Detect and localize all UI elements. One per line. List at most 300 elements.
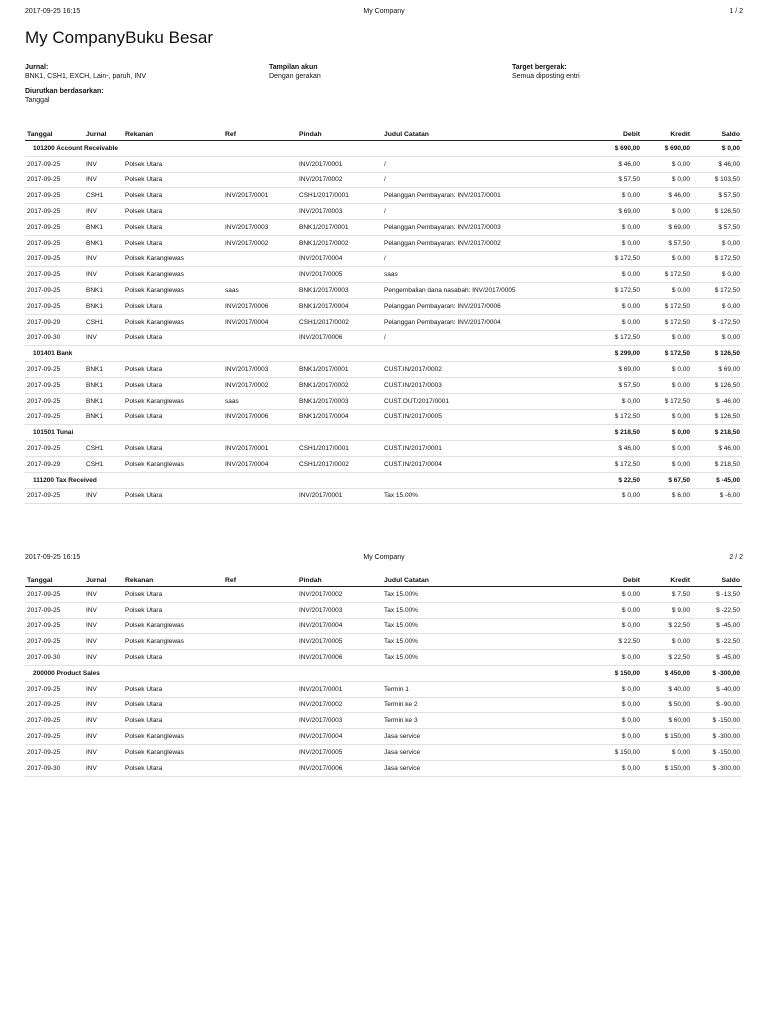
account-name: 101501 Tunai bbox=[25, 425, 592, 441]
cell-credit: $ 0,00 bbox=[642, 634, 692, 650]
cell-credit: $ 0,00 bbox=[642, 456, 692, 472]
cell-partner: Polsek Utara bbox=[123, 172, 223, 188]
cell-date: 2017-09-25 bbox=[25, 283, 84, 299]
cell-journal: BNK1 bbox=[84, 409, 123, 425]
cell-balance: $ 0,00 bbox=[692, 267, 742, 283]
table-row bbox=[25, 330, 742, 346]
cell-partner: Polsek Karanglewas bbox=[123, 283, 223, 299]
cell-date: 2017-09-25 bbox=[25, 362, 84, 378]
cell-credit: $ 0,00 bbox=[642, 330, 692, 346]
report-title: My CompanyBuku Besar bbox=[25, 28, 214, 47]
cell-partner: Polsek Karanglewas bbox=[123, 267, 223, 283]
cell-move: INV/2017/0006 bbox=[297, 330, 382, 346]
cell-date: 2017-09-25 bbox=[25, 441, 84, 457]
cell-balance: $ -6,00 bbox=[692, 488, 742, 504]
column-header-date: Tanggal bbox=[25, 572, 84, 587]
cell-ref bbox=[223, 634, 297, 650]
cell-debit: $ 57,50 bbox=[592, 172, 642, 188]
account-debit: $ 150,00 bbox=[592, 665, 642, 681]
cell-partner: Polsek Utara bbox=[123, 587, 223, 603]
cell-move: BNK1/2017/0004 bbox=[297, 409, 382, 425]
cell-move: INV/2017/0003 bbox=[297, 204, 382, 220]
cell-journal: INV bbox=[84, 587, 123, 603]
cell-partner: Polsek Utara bbox=[123, 650, 223, 666]
print-datetime: 2017-09-25 16:15 bbox=[25, 554, 81, 561]
cell-date: 2017-09-25 bbox=[25, 697, 84, 713]
cell-entry-label: CUST.IN/2017/0003 bbox=[382, 377, 592, 393]
cell-debit: $ 172,50 bbox=[592, 409, 642, 425]
cell-partner: Polsek Utara bbox=[123, 602, 223, 618]
cell-date: 2017-09-25 bbox=[25, 681, 84, 697]
cell-balance: $ 172,50 bbox=[692, 283, 742, 299]
cell-balance: $ -22,50 bbox=[692, 634, 742, 650]
account-balance: $ 218,50 bbox=[692, 425, 742, 441]
cell-date: 2017-09-25 bbox=[25, 235, 84, 251]
cell-entry-label: CUST.IN/2017/0001 bbox=[382, 441, 592, 457]
cell-entry-label: / bbox=[382, 251, 592, 267]
cell-ref bbox=[223, 330, 297, 346]
column-header-ref: Ref bbox=[223, 126, 297, 141]
cell-partner: Polsek Utara bbox=[123, 298, 223, 314]
column-header-date: Tanggal bbox=[25, 126, 84, 141]
cell-debit: $ 46,00 bbox=[592, 441, 642, 457]
company-name: My Company bbox=[363, 554, 405, 561]
display-label: Tampilan akun bbox=[269, 64, 318, 71]
cell-date: 2017-09-25 bbox=[25, 587, 84, 603]
cell-balance: $ 218,50 bbox=[692, 456, 742, 472]
table-row bbox=[25, 488, 742, 504]
cell-entry-label: Tax 15.00% bbox=[382, 618, 592, 634]
cell-date: 2017-09-25 bbox=[25, 713, 84, 729]
cell-journal: INV bbox=[84, 697, 123, 713]
cell-partner: Polsek Utara bbox=[123, 488, 223, 504]
cell-ref bbox=[223, 729, 297, 745]
cell-entry-label: Jasa service bbox=[382, 760, 592, 776]
cell-move: BNK1/2017/0002 bbox=[297, 377, 382, 393]
account-balance: $ -45,00 bbox=[692, 472, 742, 488]
table-row bbox=[25, 235, 742, 251]
account-balance: $ 0,00 bbox=[692, 141, 742, 157]
cell-partner: Polsek Utara bbox=[123, 697, 223, 713]
cell-ref bbox=[223, 204, 297, 220]
cell-partner: Polsek Utara bbox=[123, 681, 223, 697]
cell-debit: $ 69,00 bbox=[592, 204, 642, 220]
cell-entry-label: Pengembalian dana nasabah: INV/2017/0005 bbox=[382, 283, 592, 299]
account-credit: $ 450,00 bbox=[642, 665, 692, 681]
cell-ref bbox=[223, 760, 297, 776]
cell-journal: INV bbox=[84, 267, 123, 283]
cell-move: BNK1/2017/0003 bbox=[297, 283, 382, 299]
cell-ref: INV/2017/0006 bbox=[223, 298, 297, 314]
table-row bbox=[25, 456, 742, 472]
cell-ref: INV/2017/0001 bbox=[223, 188, 297, 204]
cell-balance: $ -172,50 bbox=[692, 314, 742, 330]
table-row bbox=[25, 618, 742, 634]
cell-partner: Polsek Utara bbox=[123, 377, 223, 393]
cell-date: 2017-09-25 bbox=[25, 393, 84, 409]
cell-balance: $ -40,00 bbox=[692, 681, 742, 697]
account-group-row bbox=[25, 425, 742, 441]
cell-debit: $ 0,00 bbox=[592, 587, 642, 603]
cell-ref bbox=[223, 488, 297, 504]
cell-move: INV/2017/0001 bbox=[297, 156, 382, 172]
page-number: 1 / 2 bbox=[729, 8, 743, 15]
cell-journal: INV bbox=[84, 713, 123, 729]
column-header-journal: Jurnal bbox=[84, 572, 123, 587]
cell-balance: $ -150,00 bbox=[692, 744, 742, 760]
cell-credit: $ 0,00 bbox=[642, 377, 692, 393]
cell-journal: INV bbox=[84, 729, 123, 745]
cell-entry-label: Tax 15.00% bbox=[382, 488, 592, 504]
cell-ref: INV/2017/0004 bbox=[223, 314, 297, 330]
cell-entry-label: Termin 1 bbox=[382, 681, 592, 697]
cell-ref: INV/2017/0002 bbox=[223, 235, 297, 251]
cell-ref bbox=[223, 618, 297, 634]
cell-date: 2017-09-25 bbox=[25, 156, 84, 172]
cell-entry-label: saas bbox=[382, 267, 592, 283]
cell-debit: $ 172,50 bbox=[592, 330, 642, 346]
account-debit: $ 22,50 bbox=[592, 472, 642, 488]
cell-journal: BNK1 bbox=[84, 377, 123, 393]
cell-credit: $ 6,00 bbox=[642, 488, 692, 504]
cell-journal: INV bbox=[84, 760, 123, 776]
cell-journal: CSH1 bbox=[84, 188, 123, 204]
cell-credit: $ 0,00 bbox=[642, 409, 692, 425]
table-row bbox=[25, 172, 742, 188]
column-header-journal: Jurnal bbox=[84, 126, 123, 141]
cell-move: INV/2017/0002 bbox=[297, 587, 382, 603]
cell-move: INV/2017/0002 bbox=[297, 697, 382, 713]
cell-date: 2017-09-30 bbox=[25, 760, 84, 776]
cell-credit: $ 46,00 bbox=[642, 188, 692, 204]
cell-date: 2017-09-30 bbox=[25, 650, 84, 666]
cell-credit: $ 60,00 bbox=[642, 713, 692, 729]
column-header-ref: Ref bbox=[223, 572, 297, 587]
cell-ref bbox=[223, 251, 297, 267]
sort-value: Tanggal bbox=[25, 97, 50, 104]
column-header-move: Pindah bbox=[297, 572, 382, 587]
cell-balance: $ -13,50 bbox=[692, 587, 742, 603]
cell-ref: INV/2017/0003 bbox=[223, 219, 297, 235]
cell-journal: BNK1 bbox=[84, 393, 123, 409]
cell-move: INV/2017/0005 bbox=[297, 267, 382, 283]
cell-balance: $ 0,00 bbox=[692, 330, 742, 346]
account-credit: $ 67,50 bbox=[642, 472, 692, 488]
cell-move: BNK1/2017/0001 bbox=[297, 362, 382, 378]
cell-credit: $ 22,50 bbox=[642, 650, 692, 666]
table-row bbox=[25, 219, 742, 235]
cell-debit: $ 0,00 bbox=[592, 393, 642, 409]
cell-credit: $ 172,50 bbox=[642, 314, 692, 330]
account-group-row bbox=[25, 346, 742, 362]
table-row bbox=[25, 393, 742, 409]
cell-date: 2017-09-25 bbox=[25, 251, 84, 267]
cell-balance: $ -90,00 bbox=[692, 697, 742, 713]
cell-credit: $ 50,00 bbox=[642, 697, 692, 713]
account-balance: $ 126,50 bbox=[692, 346, 742, 362]
account-name: 101401 Bank bbox=[25, 346, 592, 362]
cell-date: 2017-09-25 bbox=[25, 267, 84, 283]
cell-balance: $ -150,00 bbox=[692, 713, 742, 729]
table-row bbox=[25, 251, 742, 267]
cell-journal: INV bbox=[84, 172, 123, 188]
cell-journal: INV bbox=[84, 204, 123, 220]
column-header-entry-label: Judul Catatan bbox=[382, 572, 592, 587]
cell-partner: Polsek Karanglewas bbox=[123, 634, 223, 650]
cell-debit: $ 0,00 bbox=[592, 488, 642, 504]
table-row bbox=[25, 441, 742, 457]
column-header-move: Pindah bbox=[297, 126, 382, 141]
cell-debit: $ 0,00 bbox=[592, 314, 642, 330]
cell-credit: $ 0,00 bbox=[642, 204, 692, 220]
ledger-body bbox=[25, 141, 742, 504]
cell-journal: INV bbox=[84, 156, 123, 172]
cell-date: 2017-09-25 bbox=[25, 172, 84, 188]
cell-journal: INV bbox=[84, 744, 123, 760]
ledger-table bbox=[25, 126, 742, 504]
ledger-body bbox=[25, 587, 742, 777]
cell-entry-label: Pelanggan Pembayaran: INV/2017/0006 bbox=[382, 298, 592, 314]
cell-debit: $ 0,00 bbox=[592, 602, 642, 618]
cell-journal: CSH1 bbox=[84, 314, 123, 330]
table-row bbox=[25, 697, 742, 713]
cell-credit: $ 0,00 bbox=[642, 441, 692, 457]
cell-ref: INV/2017/0006 bbox=[223, 409, 297, 425]
cell-journal: INV bbox=[84, 650, 123, 666]
cell-entry-label: CUST.IN/2017/0004 bbox=[382, 456, 592, 472]
cell-partner: Polsek Karanglewas bbox=[123, 314, 223, 330]
cell-partner: Polsek Utara bbox=[123, 188, 223, 204]
cell-date: 2017-09-30 bbox=[25, 330, 84, 346]
cell-ref bbox=[223, 602, 297, 618]
cell-balance: $ 126,50 bbox=[692, 409, 742, 425]
cell-entry-label: Tax 15.00% bbox=[382, 602, 592, 618]
table-row bbox=[25, 713, 742, 729]
ledger-table bbox=[25, 572, 742, 777]
cell-entry-label: Pelanggan Pembayaran: INV/2017/0004 bbox=[382, 314, 592, 330]
cell-partner: Polsek Utara bbox=[123, 713, 223, 729]
column-header-credit: Kredit bbox=[642, 126, 692, 141]
cell-debit: $ 22,50 bbox=[592, 634, 642, 650]
cell-journal: BNK1 bbox=[84, 283, 123, 299]
column-header-partner: Rekanan bbox=[123, 572, 223, 587]
cell-entry-label: Tax 15.00% bbox=[382, 587, 592, 603]
column-header-partner: Rekanan bbox=[123, 126, 223, 141]
cell-partner: Polsek Utara bbox=[123, 441, 223, 457]
cell-credit: $ 150,00 bbox=[642, 729, 692, 745]
table-header-row bbox=[25, 572, 742, 587]
cell-balance: $ 69,00 bbox=[692, 362, 742, 378]
cell-balance: $ 46,00 bbox=[692, 441, 742, 457]
table-row bbox=[25, 314, 742, 330]
cell-journal: BNK1 bbox=[84, 298, 123, 314]
cell-entry-label: / bbox=[382, 156, 592, 172]
cell-move: INV/2017/0002 bbox=[297, 172, 382, 188]
table-row bbox=[25, 204, 742, 220]
cell-entry-label: Termin ke 3 bbox=[382, 713, 592, 729]
cell-balance: $ 57,50 bbox=[692, 219, 742, 235]
company-name: My Company bbox=[363, 8, 405, 15]
column-header-debit: Debit bbox=[592, 572, 642, 587]
cell-entry-label: Jasa service bbox=[382, 744, 592, 760]
cell-entry-label: / bbox=[382, 204, 592, 220]
cell-debit: $ 172,50 bbox=[592, 283, 642, 299]
cell-move: INV/2017/0001 bbox=[297, 488, 382, 504]
table-row bbox=[25, 156, 742, 172]
cell-debit: $ 172,50 bbox=[592, 251, 642, 267]
cell-debit: $ 0,00 bbox=[592, 713, 642, 729]
cell-debit: $ 0,00 bbox=[592, 760, 642, 776]
cell-partner: Polsek Utara bbox=[123, 760, 223, 776]
table-row bbox=[25, 681, 742, 697]
cell-partner: Polsek Karanglewas bbox=[123, 744, 223, 760]
cell-ref bbox=[223, 172, 297, 188]
cell-move: CSH1/2017/0001 bbox=[297, 188, 382, 204]
cell-date: 2017-09-25 bbox=[25, 602, 84, 618]
cell-move: INV/2017/0004 bbox=[297, 729, 382, 745]
cell-partner: Polsek Utara bbox=[123, 409, 223, 425]
page-number: 2 / 2 bbox=[729, 554, 743, 561]
journal-filter bbox=[25, 63, 146, 81]
cell-entry-label: / bbox=[382, 330, 592, 346]
cell-partner: Polsek Karanglewas bbox=[123, 251, 223, 267]
cell-debit: $ 150,00 bbox=[592, 744, 642, 760]
cell-move: INV/2017/0004 bbox=[297, 251, 382, 267]
cell-ref: INV/2017/0002 bbox=[223, 377, 297, 393]
cell-credit: $ 22,50 bbox=[642, 618, 692, 634]
table-row bbox=[25, 298, 742, 314]
cell-ref bbox=[223, 681, 297, 697]
report-page-1 bbox=[0, 0, 768, 500]
cell-balance: $ 46,00 bbox=[692, 156, 742, 172]
cell-ref bbox=[223, 267, 297, 283]
cell-journal: BNK1 bbox=[84, 219, 123, 235]
account-name: 200000 Product Sales bbox=[25, 665, 592, 681]
cell-ref: INV/2017/0003 bbox=[223, 362, 297, 378]
journal-label: Jurnal: bbox=[25, 64, 49, 71]
cell-date: 2017-09-29 bbox=[25, 314, 84, 330]
table-header-row bbox=[25, 126, 742, 141]
table-row bbox=[25, 729, 742, 745]
cell-journal: INV bbox=[84, 488, 123, 504]
cell-balance: $ 103,50 bbox=[692, 172, 742, 188]
cell-partner: Polsek Karanglewas bbox=[123, 618, 223, 634]
cell-move: CSH1/2017/0002 bbox=[297, 314, 382, 330]
column-header-debit: Debit bbox=[592, 126, 642, 141]
table-row bbox=[25, 760, 742, 776]
page-header bbox=[25, 8, 743, 20]
cell-entry-label: CUST.IN/2017/0002 bbox=[382, 362, 592, 378]
display-filter bbox=[269, 63, 321, 81]
cell-move: BNK1/2017/0003 bbox=[297, 393, 382, 409]
cell-credit: $ 172,50 bbox=[642, 267, 692, 283]
cell-date: 2017-09-25 bbox=[25, 634, 84, 650]
cell-balance: $ -300,00 bbox=[692, 760, 742, 776]
cell-journal: INV bbox=[84, 618, 123, 634]
cell-credit: $ 0,00 bbox=[642, 362, 692, 378]
account-group-row bbox=[25, 665, 742, 681]
cell-journal: INV bbox=[84, 330, 123, 346]
cell-debit: $ 0,00 bbox=[592, 650, 642, 666]
cell-date: 2017-09-25 bbox=[25, 618, 84, 634]
cell-partner: Polsek Karanglewas bbox=[123, 456, 223, 472]
table-row bbox=[25, 377, 742, 393]
cell-ref bbox=[223, 587, 297, 603]
cell-date: 2017-09-25 bbox=[25, 204, 84, 220]
cell-move: INV/2017/0005 bbox=[297, 744, 382, 760]
cell-journal: INV bbox=[84, 251, 123, 267]
cell-debit: $ 0,00 bbox=[592, 618, 642, 634]
cell-move: INV/2017/0006 bbox=[297, 760, 382, 776]
cell-balance: $ 172,50 bbox=[692, 251, 742, 267]
cell-credit: $ 0,00 bbox=[642, 172, 692, 188]
cell-move: INV/2017/0006 bbox=[297, 650, 382, 666]
table-row bbox=[25, 634, 742, 650]
table-row bbox=[25, 409, 742, 425]
cell-debit: $ 0,00 bbox=[592, 729, 642, 745]
cell-credit: $ 69,00 bbox=[642, 219, 692, 235]
account-debit: $ 690,00 bbox=[592, 141, 642, 157]
cell-debit: $ 0,00 bbox=[592, 235, 642, 251]
cell-move: INV/2017/0005 bbox=[297, 634, 382, 650]
cell-entry-label: Tax 15.00% bbox=[382, 634, 592, 650]
cell-balance: $ -46,00 bbox=[692, 393, 742, 409]
column-header-balance: Saldo bbox=[692, 126, 742, 141]
cell-partner: Polsek Karanglewas bbox=[123, 729, 223, 745]
account-credit: $ 0,00 bbox=[642, 425, 692, 441]
cell-date: 2017-09-25 bbox=[25, 377, 84, 393]
cell-partner: Polsek Utara bbox=[123, 219, 223, 235]
cell-journal: CSH1 bbox=[84, 441, 123, 457]
account-name: 101200 Account Receivable bbox=[25, 141, 592, 157]
cell-ref: INV/2017/0001 bbox=[223, 441, 297, 457]
print-datetime: 2017-09-25 16:15 bbox=[25, 8, 81, 15]
cell-ref: saas bbox=[223, 393, 297, 409]
cell-partner: Polsek Karanglewas bbox=[123, 393, 223, 409]
cell-credit: $ 57,50 bbox=[642, 235, 692, 251]
cell-move: INV/2017/0004 bbox=[297, 618, 382, 634]
cell-credit: $ 7,50 bbox=[642, 587, 692, 603]
column-header-credit: Kredit bbox=[642, 572, 692, 587]
cell-balance: $ -22,50 bbox=[692, 602, 742, 618]
cell-credit: $ 0,00 bbox=[642, 283, 692, 299]
cell-partner: Polsek Utara bbox=[123, 156, 223, 172]
table-row bbox=[25, 587, 742, 603]
account-name: 111200 Tax Received bbox=[25, 472, 592, 488]
cell-date: 2017-09-25 bbox=[25, 744, 84, 760]
cell-ref bbox=[223, 650, 297, 666]
cell-move: BNK1/2017/0002 bbox=[297, 235, 382, 251]
account-credit: $ 172,50 bbox=[642, 346, 692, 362]
page-header bbox=[25, 554, 743, 566]
cell-debit: $ 172,50 bbox=[592, 456, 642, 472]
cell-ref: saas bbox=[223, 283, 297, 299]
cell-entry-label: Pelanggan Pembayaran: INV/2017/0002 bbox=[382, 235, 592, 251]
cell-entry-label: Pelanggan Pembayaran: INV/2017/0003 bbox=[382, 219, 592, 235]
cell-credit: $ 40,00 bbox=[642, 681, 692, 697]
cell-entry-label: Termin ke 2 bbox=[382, 697, 592, 713]
table-row bbox=[25, 188, 742, 204]
account-group-row bbox=[25, 141, 742, 157]
target-label: Target bergerak: bbox=[512, 64, 567, 71]
cell-ref: INV/2017/0004 bbox=[223, 456, 297, 472]
cell-entry-label: Jasa service bbox=[382, 729, 592, 745]
cell-debit: $ 0,00 bbox=[592, 298, 642, 314]
cell-balance: $ 126,50 bbox=[692, 377, 742, 393]
cell-journal: CSH1 bbox=[84, 456, 123, 472]
cell-debit: $ 57,50 bbox=[592, 377, 642, 393]
cell-credit: $ 9,00 bbox=[642, 602, 692, 618]
